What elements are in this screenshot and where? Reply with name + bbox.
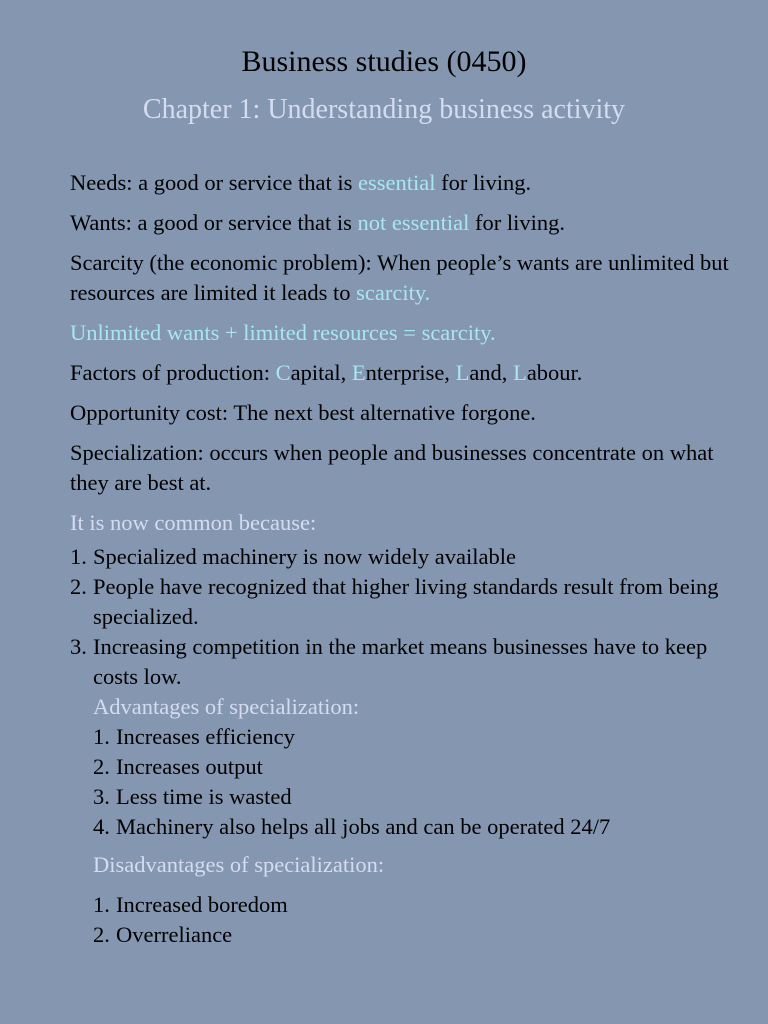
document-body xyxy=(70,168,738,950)
list-number: 1. xyxy=(70,544,87,569)
list-number: 3. xyxy=(93,784,110,809)
list-text: Specialized machinery is now widely available xyxy=(93,544,516,569)
list-number: 1. xyxy=(93,892,110,917)
factor-capital: apital, xyxy=(290,360,352,385)
list-item xyxy=(93,812,738,842)
list-item xyxy=(93,782,738,812)
advantages-heading: Advantages of specialization: xyxy=(93,694,360,719)
chapter-subtitle: Chapter 1: Understanding business activity xyxy=(142,94,626,125)
list-text: Overreliance xyxy=(116,922,233,947)
scarcity-equation: Unlimited wants + limited resources = scarcity. xyxy=(70,320,496,345)
opportunity-cost-definition: Opportunity cost: The next best alternative forgone. xyxy=(70,400,536,425)
factor-initial-c: C xyxy=(275,360,291,385)
common-heading: It is now common because: xyxy=(70,510,317,535)
factor-enterprise: nterprise, xyxy=(365,360,456,385)
spacer xyxy=(70,842,738,850)
list-text: People have recognized that higher living standards result from being specialized. xyxy=(93,574,719,629)
needs-text: Needs: a good or service that is xyxy=(70,170,359,195)
wants-text-end: for living. xyxy=(469,210,565,235)
factor-initial-l1: L xyxy=(455,360,470,385)
needs-highlight: essential xyxy=(358,170,436,195)
wants-text: Wants: a good or service that is xyxy=(70,210,358,235)
factor-labour: abour. xyxy=(526,360,583,385)
disadvantages-heading: Disadvantages of specialization: xyxy=(93,852,385,877)
needs-definition xyxy=(70,168,738,198)
scarcity-highlight: scarcity. xyxy=(356,280,431,305)
list-text: Increases efficiency xyxy=(116,724,295,749)
factors-label: Factors of production: xyxy=(70,360,276,385)
list-text: Increasing competition in the market means businesses have to keep costs low. xyxy=(93,634,708,689)
factor-land: and, xyxy=(469,360,514,385)
list-item xyxy=(93,722,738,752)
list-item xyxy=(70,572,738,632)
disadvantages-list xyxy=(93,890,738,950)
list-number: 2. xyxy=(70,574,87,599)
factor-initial-l2: L xyxy=(513,360,527,385)
list-number: 3. xyxy=(70,634,87,659)
list-item xyxy=(70,542,738,572)
scarcity-text: Scarcity (the economic problem): When people’s wants are unlimited but resources are limited it leads to xyxy=(70,250,729,305)
list-item xyxy=(93,752,738,782)
factors-of-production xyxy=(70,358,738,388)
needs-text-end: for living. xyxy=(435,170,532,195)
list-text: Machinery also helps all jobs and can be operated 24/7 xyxy=(116,814,611,839)
list-number: 4. xyxy=(93,814,110,839)
wants-definition xyxy=(70,208,738,238)
list-number: 2. xyxy=(93,922,110,947)
list-text: Less time is wasted xyxy=(116,784,292,809)
page-title: Business studies (0450) xyxy=(241,45,527,78)
list-item xyxy=(93,890,738,920)
advantages-list xyxy=(93,722,738,842)
list-item xyxy=(70,632,738,692)
scarcity-definition xyxy=(70,248,738,308)
list-text: Increased boredom xyxy=(116,892,288,917)
factor-initial-e: E xyxy=(351,360,366,385)
list-text: Increases output xyxy=(116,754,263,779)
list-item xyxy=(93,920,738,950)
common-reasons-list xyxy=(70,542,738,692)
wants-highlight: not essential xyxy=(357,210,470,235)
specialization-definition: Specialization: occurs when people and businesses concentrate on what they are best at. xyxy=(70,440,714,495)
list-number: 1. xyxy=(93,724,110,749)
list-number: 2. xyxy=(93,754,110,779)
